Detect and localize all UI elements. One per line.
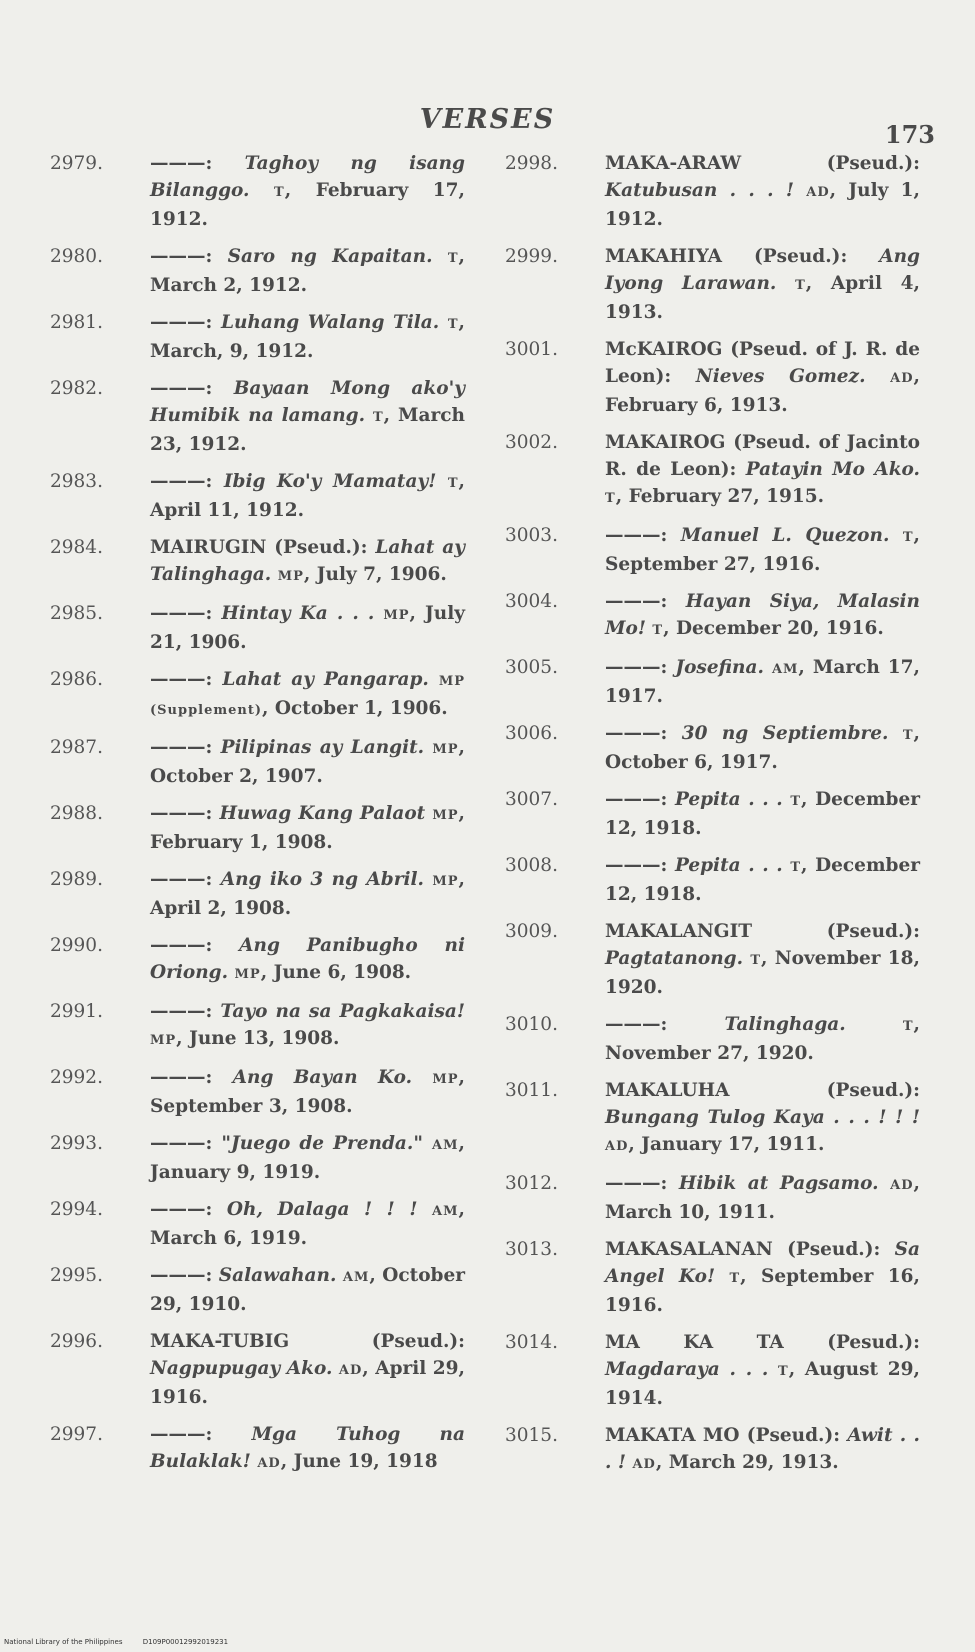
entry-author: ——— (605, 1173, 661, 1194)
entry-number: 2983 . (50, 468, 150, 495)
bibliography-entry: 3010 . ———: Talinghaga. T, November 27, 1920. (505, 1011, 920, 1067)
entry-author: MAKAIROG (Pseud. of Jacinto R. de Leon) (605, 432, 920, 480)
entry-title: Hintay Ka . . . (221, 603, 375, 624)
entry-author: ——— (150, 669, 206, 690)
bibliography-entry: 3005 . ———: Josefina. AM, March 17, 1917. (505, 654, 920, 710)
entry-author: MAKA-ARAW (Pseud.) (605, 153, 914, 174)
entry-author: ——— (150, 1424, 206, 1445)
entry-publication: T (447, 317, 459, 332)
entry-publication: MP (Supplement) (150, 674, 465, 718)
right-column (505, 150, 920, 1488)
entry-number: 2991 . (50, 998, 150, 1025)
entry-date: October 6, 1917. (605, 752, 778, 773)
bibliography-entry: 2983 . ———: Ibig Ko'y Mamatay! T, April 11, 1912. (50, 468, 465, 524)
entry-number: 3010 . (505, 1011, 605, 1038)
entry-date: March 17, 1917. (605, 657, 920, 707)
page-number: 173 (884, 120, 935, 149)
entry-author: ——— (150, 471, 206, 492)
entry-author: McKAIROG (Pseud. of J. R. de Leon) (605, 339, 920, 387)
entry-number: 3008 . (505, 852, 605, 879)
bibliography-entry: 3013 . MAKASALANAN (Pseud.): Sa Angel Ko! T, September 16, 1916. (505, 1236, 920, 1319)
entry-publication: T (274, 185, 285, 200)
entry-date: January 9, 1919. (150, 1162, 321, 1183)
bibliography-entry: 2994 . ———: Oh, Dalaga ! ! ! AM, March 6, 1919. (50, 1196, 465, 1252)
entry-author: ——— (150, 737, 206, 758)
bibliography-entry: 3003 . ———: Manuel L. Quezon. T, September 27, 1916. (505, 522, 920, 578)
entry-title: Lahat ay Pangarap. (222, 669, 429, 690)
entry-publication: T (790, 860, 802, 875)
entry-publication: AD (632, 1457, 656, 1472)
entry-title: Awit . . . ! (605, 1425, 920, 1473)
scan-footer (4, 1638, 246, 1646)
entry-title: Ibig Ko'y Mamatay! (223, 471, 437, 492)
entry-author: ——— (150, 1133, 206, 1154)
bibliography-entry: 2991 . ———: Tayo na sa Pagkakaisa! MP, June 13, 1908. (50, 998, 465, 1054)
entry-publication: MP (234, 967, 261, 982)
entry-date: December 20, 1916. (675, 618, 884, 639)
bibliography-entry: 2998 . MAKA-ARAW (Pseud.): Katubusan . . . ! AD, July 1, 1912. (505, 150, 920, 233)
bibliography-entry: 3006 . ———: 30 ng Septiembre. T, October 6, 1917. (505, 720, 920, 776)
entry-number: 2981 . (50, 309, 150, 336)
entry-date: April 11, 1912. (150, 500, 305, 521)
bibliography-entry: 3004 . ———: Hayan Siya, Malasin Mo! T, December 20, 1916. (505, 588, 920, 644)
entry-publication: T (652, 623, 664, 638)
entry-date: July 1, 1912. (605, 180, 920, 230)
bibliography-entry: 3015 . MAKATA MO (Pseud.): Awit . . . ! AD, March 29, 1913. (505, 1422, 920, 1478)
entry-publication: T (902, 1019, 914, 1034)
entry-number: 2982 . (50, 375, 150, 402)
entry-publication: T (729, 1271, 741, 1286)
entry-number: 2986 . (50, 666, 150, 693)
entry-number: 2979 . (50, 150, 150, 177)
entry-date: October 2, 1907. (150, 766, 323, 787)
entry-publication: T (778, 1364, 789, 1379)
entry-date: November 27, 1920. (605, 1043, 814, 1064)
entry-date: August 29, 1914. (605, 1359, 920, 1409)
entry-author: MAKALUHA (Pseud.) (605, 1080, 914, 1101)
entry-author: ——— (150, 246, 206, 267)
entry-publication: AD (338, 1363, 363, 1378)
entry-author: ——— (150, 603, 206, 624)
bibliography-entry: 2984 . MAIRUGIN (Pseud.): Lahat ay Talinghaga. MP, July 7, 1906. (50, 534, 465, 590)
entry-publication: AD (257, 1456, 281, 1471)
entry-number: 3007 . (505, 786, 605, 813)
entry-title: Hibik at Pagsamo. (678, 1173, 879, 1194)
entry-date: April 4, 1913. (605, 273, 920, 323)
entry-publication: AM (432, 1204, 459, 1219)
bibliography-entry: 2993 . ———: "Juego de Prenda." AM, January 9, 1919. (50, 1130, 465, 1186)
entry-date: March 6, 1919. (150, 1228, 308, 1249)
entry-publication: MP (432, 808, 459, 823)
entry-date: June 6, 1908. (273, 962, 412, 983)
entry-number: 3002 . (505, 429, 605, 456)
entry-author: ——— (150, 312, 206, 333)
entry-number: 3014 . (505, 1329, 605, 1356)
entry-author: ——— (150, 153, 206, 174)
entry-date: January 17, 1911. (641, 1134, 825, 1155)
bibliography-entry: 2988 . ———: Huwag Kang Palaot MP, February 1, 1908. (50, 800, 465, 856)
running-head: VERSES (419, 104, 556, 135)
entry-author: ——— (150, 935, 206, 956)
entry-author: ——— (605, 789, 661, 810)
bibliography-entry: 3012 . ———: Hibik at Pagsamo. AD, March 10, 1911. (505, 1170, 920, 1226)
entry-author: ——— (150, 1199, 206, 1220)
entry-author: MAKA-TUBIG (Pseud.) (150, 1331, 459, 1352)
entry-title: Katubusan . . . ! (605, 180, 794, 201)
entry-title: Pepita . . . (674, 789, 783, 810)
entry-title: Josefina. (675, 657, 764, 678)
bibliography-entry: 2990 . ———: Ang Panibugho ni Oriong. MP, June 6, 1908. (50, 932, 465, 988)
entry-date: March 23, 1912. (150, 405, 465, 455)
entry-number: 2994 . (50, 1196, 150, 1223)
entry-title: Bungang Tulog Kaya . . . ! ! ! (605, 1107, 920, 1128)
entry-publication: T (902, 728, 914, 743)
entry-title: Manuel L. Quezon. (680, 525, 890, 546)
entry-title: Lahat ay Talinghaga. (150, 537, 465, 585)
entry-number: 2992 . (50, 1064, 150, 1091)
entry-number: 3001 . (505, 336, 605, 363)
entry-author: ——— (605, 1014, 661, 1035)
entry-number: 2984 . (50, 534, 150, 561)
entry-date: October 29, 1910. (150, 1265, 465, 1315)
entry-title: Taghoy ng isang Bilanggo. (150, 153, 465, 201)
entry-date: June 19, 1918 (293, 1451, 438, 1472)
entry-date: June 13, 1908. (189, 1028, 340, 1049)
entry-date: October 1, 1906. (274, 698, 448, 719)
entry-author: ——— (150, 803, 206, 824)
bibliography-entry: 2982 . ———: Bayaan Mong ako'y Humibik na lamang. T, March 23, 1912. (50, 375, 465, 458)
entry-title: Ang Iyong Larawan. (605, 246, 920, 294)
entry-author: ——— (150, 869, 206, 890)
bibliography-entry: 3002 . MAKAIROG (Pseud. of Jacinto R. de Leon): Patayin Mo Ako. T, February 27, 1915. (505, 429, 920, 512)
entry-title: Ang Panibugho ni Oriong. (150, 935, 465, 983)
entry-number: 2995 . (50, 1262, 150, 1289)
entry-date: March 10, 1911. (605, 1202, 775, 1223)
entry-author: MAKATA MO (Pseud.) (605, 1425, 834, 1446)
entry-title: Hayan Siya, Malasin Mo! (605, 591, 920, 639)
entry-author: ——— (150, 1067, 206, 1088)
entry-publication: MP (277, 569, 304, 584)
bibliography-entry: 2997 . ———: Mga Tuhog na Bulaklak! AD, June 19, 1918 (50, 1421, 465, 1477)
entry-author: MA KA TA (Pesud.) (605, 1332, 914, 1353)
entry-publication: MP (150, 1033, 177, 1048)
entry-date: February 27, 1915. (628, 486, 825, 507)
entry-publication: MP (432, 1072, 459, 1087)
entry-number: 3006 . (505, 720, 605, 747)
entry-author: ——— (605, 525, 661, 546)
entry-date: December 12, 1918. (605, 855, 920, 905)
entry-publication: T (902, 530, 914, 545)
left-column (50, 150, 465, 1487)
bibliography-entry: 2999 . MAKAHIYA (Pseud.): Ang Iyong Larawan. T, April 4, 1913. (505, 243, 920, 326)
bibliography-entry: 3009 . MAKALANGIT (Pseud.): Pagtatanong. T, November 18, 1920. (505, 918, 920, 1001)
entry-publication: T (447, 476, 459, 491)
entry-author: MAKALANGIT (Pseud.) (605, 921, 914, 942)
bibliography-entry: 3014 . MA KA TA (Pesud.): Magdaraya . . . T, August 29, 1914. (505, 1329, 920, 1412)
entry-title: Mga Tuhog na Bulaklak! (150, 1424, 465, 1472)
bibliography-entry: 2981 . ———: Luhang Walang Tila. T, March, 9, 1912. (50, 309, 465, 365)
bibliography-entry: 2987 . ———: Pilipinas ay Langit. MP, October 2, 1907. (50, 734, 465, 790)
entry-publication: T (750, 953, 761, 968)
entry-publication: T (605, 491, 616, 506)
bibliography-entry: 2992 . ———: Ang Bayan Ko. MP, September 3, 1908. (50, 1064, 465, 1120)
entry-number: 3005 . (505, 654, 605, 681)
footer-id: D109P00012992019231 (142, 1638, 229, 1646)
entry-title: Nieves Gomez. (695, 366, 866, 387)
entry-author: ——— (605, 591, 661, 612)
entry-date: July 7, 1906. (316, 564, 447, 585)
entry-date: March, 9, 1912. (150, 341, 314, 362)
entry-publication: AD (605, 1139, 629, 1154)
bibliography-entry: 2995 . ———: Salawahan. AM, October 29, 1910. (50, 1262, 465, 1318)
entry-date: April 2, 1908. (150, 898, 292, 919)
entry-title: Saro ng Kapaitan. (227, 246, 433, 267)
bibliography-entry: 2989 . ———: Ang iko 3 ng Abril. MP, April 2, 1908. (50, 866, 465, 922)
entry-author: ——— (150, 1001, 206, 1022)
entry-publication: T (790, 794, 802, 809)
entry-author: MAKASALANAN (Pseud.) (605, 1239, 874, 1260)
entry-number: 2993 . (50, 1130, 150, 1157)
entry-number: 3015 . (505, 1422, 605, 1449)
entry-title: Nagpupugay Ako. (150, 1358, 333, 1379)
entry-publication: MP (432, 742, 459, 757)
entry-publication: AM (432, 1138, 459, 1153)
entry-publication: AD (890, 1178, 914, 1193)
entry-date: September 16, 1916. (605, 1266, 920, 1316)
entry-number: 2988 . (50, 800, 150, 827)
entry-author: ——— (605, 723, 661, 744)
entry-date: December 12, 1918. (605, 789, 920, 839)
entry-number: 2997 . (50, 1421, 150, 1448)
entry-number: 2996 . (50, 1328, 150, 1355)
entry-number: 3004 . (505, 588, 605, 615)
entry-publication: AM (771, 662, 799, 677)
entry-title: Oh, Dalaga ! ! ! (226, 1199, 418, 1220)
entry-number: 3012 . (505, 1170, 605, 1197)
entry-publication: AM (342, 1270, 370, 1285)
entry-date: November 18, 1920. (605, 948, 920, 998)
entry-date: February 6, 1913. (605, 395, 788, 416)
bibliography-entry: 3001 . McKAIROG (Pseud. of J. R. de Leon): Nieves Gomez. AD, February 6, 1913. (505, 336, 920, 419)
entry-title: 30 ng Septiembre. (681, 723, 889, 744)
entry-publication: T (447, 251, 459, 266)
bibliography-entry: 2985 . ———: Hintay Ka . . . MP, July 21, 1906. (50, 600, 465, 656)
entry-number: 3013 . (505, 1236, 605, 1263)
bibliography-entry: 2980 . ———: Saro ng Kapaitan. T, March 2, 1912. (50, 243, 465, 299)
entry-title: Talinghaga. (724, 1014, 846, 1035)
entry-date: April 29, 1916. (150, 1358, 465, 1408)
entry-date: September 27, 1916. (605, 554, 821, 575)
entry-author: ——— (150, 1265, 206, 1286)
entry-number: 3011 . (505, 1077, 605, 1104)
entry-title: Magdaraya . . . (605, 1359, 769, 1380)
entry-number: 3003 . (505, 522, 605, 549)
entry-title: Salawahan. (218, 1265, 337, 1286)
bibliography-entry: 2979 . ———: Taghoy ng isang Bilanggo. T, February 17, 1912. (50, 150, 465, 233)
entry-title: Ang iko 3 ng Abril. (220, 869, 424, 890)
entry-title: Patayin Mo Ako. (745, 459, 920, 480)
entry-title: Sa Angel Ko! (605, 1239, 920, 1287)
entry-number: 2985 . (50, 600, 150, 627)
entry-publication: T (795, 278, 806, 293)
entry-publication: AD (806, 185, 830, 200)
entry-title: Luhang Walang Tila. (220, 312, 440, 333)
entry-number: 2980 . (50, 243, 150, 270)
entry-title: Bayaan Mong ako'y Humibik na lamang. (150, 378, 465, 426)
entry-publication: MP (432, 874, 459, 889)
entry-date: September 3, 1908. (150, 1096, 353, 1117)
entry-publication: MP (383, 608, 410, 623)
entry-title: Huwag Kang Palaot (219, 803, 426, 824)
entry-title: "Juego de Prenda." (221, 1133, 423, 1154)
entry-date: March 2, 1912. (150, 275, 308, 296)
entry-number: 2998 . (505, 150, 605, 177)
bibliography-entry: 3008 . ———: Pepita . . . T, December 12, 1918. (505, 852, 920, 908)
entry-author: ——— (605, 855, 661, 876)
entry-number: 2990 . (50, 932, 150, 959)
entry-title: Ang Bayan Ko. (232, 1067, 413, 1088)
entry-author: ——— (605, 657, 661, 678)
entry-date: July 21, 1906. (150, 603, 465, 653)
entry-date: March 29, 1913. (668, 1452, 839, 1473)
entry-number: 3009 . (505, 918, 605, 945)
bibliography-entry: 3011 . MAKALUHA (Pseud.): Bungang Tulog Kaya . . . ! ! ! AD, January 17, 1911. (505, 1077, 920, 1160)
entry-date: February 17, 1912. (150, 180, 465, 230)
footer-library: National Library of the Philippines (4, 1638, 123, 1646)
entry-date: February 1, 1908. (150, 832, 333, 853)
entry-publication: T (372, 410, 384, 425)
entry-title: Pagtatanong. (605, 948, 744, 969)
bibliography-entry: 2986 . ———: Lahat ay Pangarap. MP (Supplement), October 1, 1906. (50, 666, 465, 724)
entry-author: MAKAHIYA (Pseud.) (605, 246, 841, 267)
entry-number: 2987 . (50, 734, 150, 761)
entry-number: 2989 . (50, 866, 150, 893)
bibliography-entry: 2996 . MAKA-TUBIG (Pseud.): Nagpupugay Ako. AD, April 29, 1916. (50, 1328, 465, 1411)
entry-publication: AD (890, 371, 914, 386)
entry-author: MAIRUGIN (Pseud.) (150, 537, 361, 558)
entry-title: Tayo na sa Pagkakaisa! (220, 1001, 466, 1022)
entry-title: Pilipinas ay Langit. (220, 737, 425, 758)
entry-author: ——— (150, 378, 206, 399)
entry-number: 2999 . (505, 243, 605, 270)
bibliography-entry: 3007 . ———: Pepita . . . T, December 12, 1918. (505, 786, 920, 842)
entry-title: Pepita . . . (674, 855, 783, 876)
